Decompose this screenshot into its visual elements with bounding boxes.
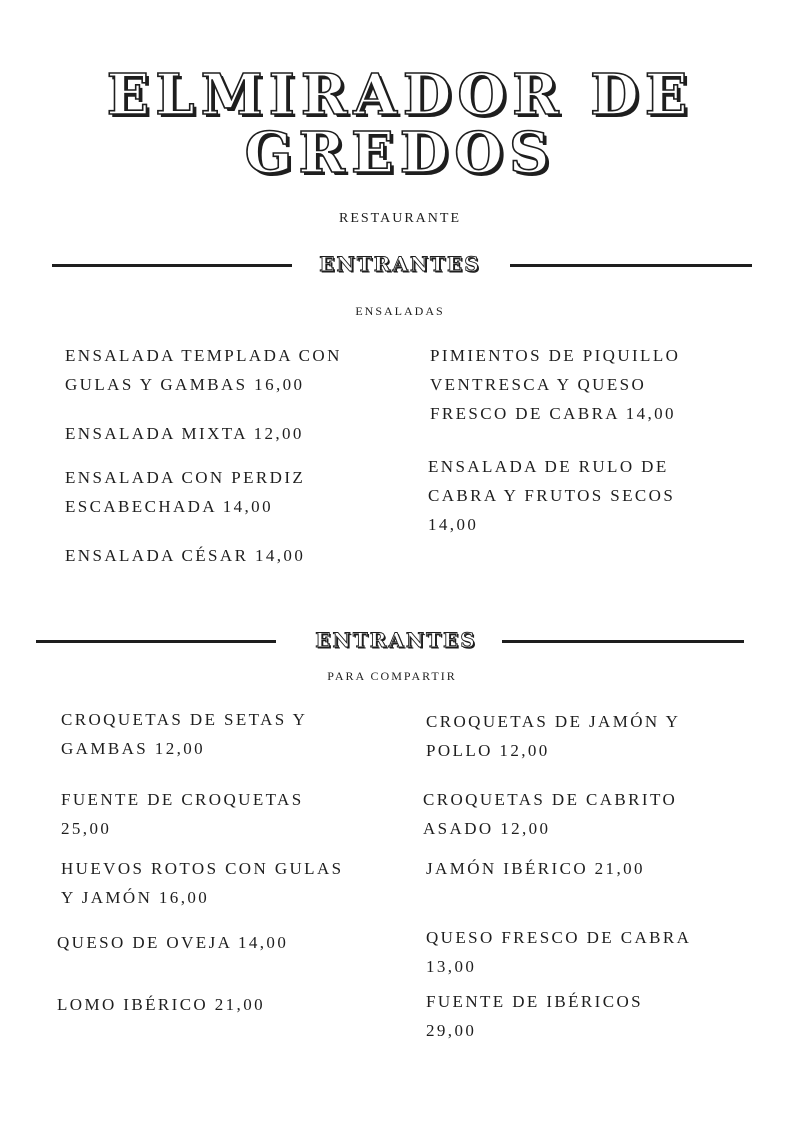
menu-item-line: CROQUETAS DE SETAS Y	[61, 710, 308, 729]
menu-item-line: CROQUETAS DE JAMÓN Y	[426, 712, 681, 731]
menu-item-line: 13,00	[426, 957, 477, 976]
menu-item-line: ESCABECHADA 14,00	[65, 497, 273, 516]
menu-item-line: LOMO IBÉRICO 21,00	[57, 995, 266, 1014]
menu-item-line: QUESO DE OVEJA 14,00	[57, 933, 289, 952]
menu-item-line: CABRA Y FRUTOS SECOS	[428, 486, 676, 505]
restaurant-title-line1: ELMIRADOR DE	[106, 62, 694, 128]
menu-item-line: ASADO 12,00	[423, 819, 551, 838]
menu-item	[426, 987, 643, 1045]
menu-item-line: POLLO 12,00	[426, 741, 550, 760]
menu-item	[426, 854, 645, 883]
menu-item-line: FRESCO DE CABRA 14,00	[430, 404, 676, 423]
menu-item	[426, 923, 691, 981]
menu-item-line: GAMBAS 12,00	[61, 739, 206, 758]
section-subheading: PARA COMPARTIR	[327, 669, 457, 683]
menu-item	[430, 341, 680, 428]
menu-item-line: CROQUETAS DE CABRITO	[423, 790, 678, 809]
menu-item-line: VENTRESCA Y QUESO	[430, 375, 647, 394]
menu-item-line: ENSALADA CON PERDIZ	[65, 468, 306, 487]
menu-item-line: PIMIENTOS DE PIQUILLO	[430, 346, 681, 365]
menu-item-line: ENSALADA TEMPLADA CON	[65, 346, 342, 365]
restaurant-title-line2: GREDOS	[244, 120, 556, 186]
menu-item	[65, 341, 342, 399]
section-divider-left	[52, 264, 292, 267]
menu-item-line: 14,00	[428, 515, 479, 534]
section-divider-right	[502, 640, 744, 643]
menu-item-line: ENSALADA CÉSAR 14,00	[65, 546, 306, 565]
menu-item-line: FUENTE DE IBÉRICOS	[426, 992, 643, 1011]
section-heading: ENTRANTES	[315, 628, 477, 652]
menu-item-line: JAMÓN IBÉRICO 21,00	[426, 859, 645, 878]
menu-item-line: 29,00	[426, 1021, 477, 1040]
restaurant-subtitle: RESTAURANTE	[339, 211, 461, 226]
menu-item-line: 25,00	[61, 819, 112, 838]
menu-item	[61, 705, 307, 763]
menu-item	[61, 785, 304, 843]
menu-item-line: ENSALADA MIXTA 12,00	[65, 424, 304, 443]
section-divider-right	[510, 264, 752, 267]
menu-item-line: GULAS Y GAMBAS 16,00	[65, 375, 305, 394]
menu-item	[57, 990, 265, 1019]
menu-item-line: FUENTE DE CROQUETAS	[61, 790, 304, 809]
menu-item	[423, 785, 677, 843]
menu-item	[61, 854, 343, 912]
section-divider-left	[36, 640, 276, 643]
section-heading: ENTRANTES	[319, 252, 481, 276]
menu-item	[65, 541, 305, 570]
menu-item	[426, 707, 680, 765]
menu-item-line: QUESO FRESCO DE CABRA	[426, 928, 692, 947]
menu-item-line: HUEVOS ROTOS CON GULAS	[61, 859, 344, 878]
menu-item-line: ENSALADA DE RULO DE	[428, 457, 669, 476]
menu-item-line: Y JAMÓN 16,00	[61, 888, 210, 907]
menu-item	[428, 452, 675, 539]
section-subheading: ENSALADAS	[355, 304, 445, 318]
menu-item	[65, 463, 305, 521]
menu-item	[57, 928, 288, 957]
menu-item	[65, 419, 304, 448]
